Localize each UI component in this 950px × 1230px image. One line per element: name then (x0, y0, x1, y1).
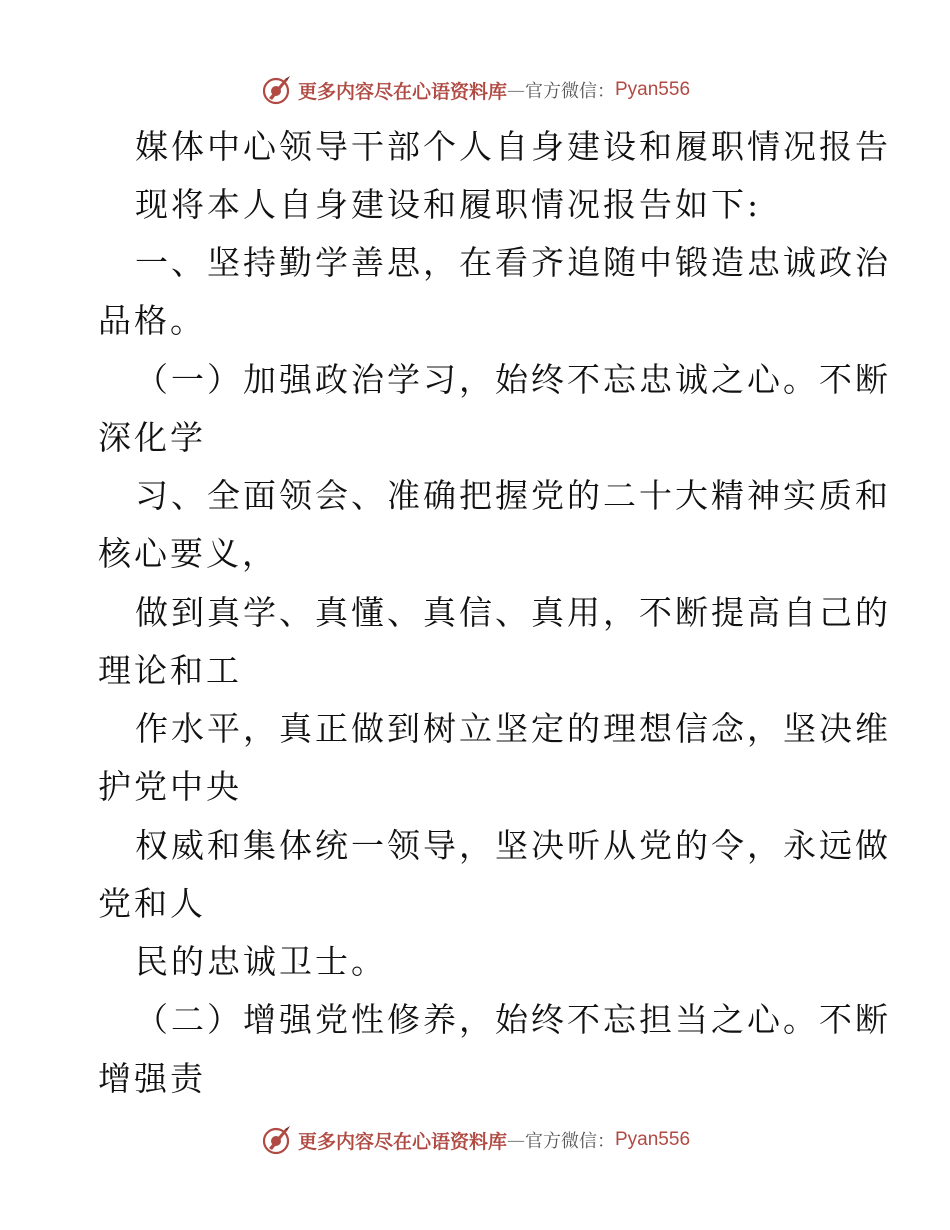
red-quill-logo-icon (260, 1124, 292, 1156)
header-banner (0, 70, 950, 110)
banner-title: 更多内容尽在心语资料库 (297, 80, 507, 103)
subsection-heading: （二）增强党性修养，始终不忘担当之心。不断 (135, 1000, 891, 1039)
banner-wechat-id: Pyan556 (615, 79, 691, 100)
text-line: 习、全面领会、准确把握党的二十大精神实质和 (135, 476, 891, 515)
text-line: 现将本人自身建设和履职情况报告如下: (135, 185, 762, 224)
banner-wechat-id: Pyan556 (615, 1129, 691, 1150)
text-line: 民的忠诚卫士。 (135, 942, 387, 981)
text-line: 作水平，真正做到树立坚定的理想信念，坚决维 (135, 709, 891, 748)
text-line: 深化学 (98, 418, 206, 457)
banner-title: 更多内容尽在心语资料库 (297, 1130, 507, 1153)
section-heading: 一、坚持勤学善思，在看齐追随中锻造忠诚政治 (135, 243, 891, 282)
document-title: 媒体中心领导干部个人自身建设和履职情况报告 (135, 127, 891, 166)
banner-separator: — (507, 79, 525, 101)
text-line: 护党中央 (98, 767, 242, 806)
footer-banner (0, 1120, 950, 1160)
text-line: 理论和工 (98, 651, 242, 690)
text-line: 核心要义， (98, 534, 278, 573)
banner-wechat-label: 官方微信： (525, 1131, 615, 1152)
text-line: 权威和集体统一领导，坚决听从党的令，永远做 (135, 826, 891, 865)
text-line: 党和人 (98, 884, 206, 923)
subsection-heading: （一）加强政治学习，始终不忘忠诚之心。不断 (135, 360, 891, 399)
text-line: 品格。 (98, 301, 206, 340)
banner-wechat-label: 官方微信： (525, 81, 615, 102)
text-line: 做到真学、真懂、真信、真用，不断提高自己的 (135, 593, 891, 632)
banner-separator: — (507, 1129, 525, 1151)
text-line: 增强责 (98, 1059, 206, 1098)
red-quill-logo-icon (260, 74, 292, 106)
